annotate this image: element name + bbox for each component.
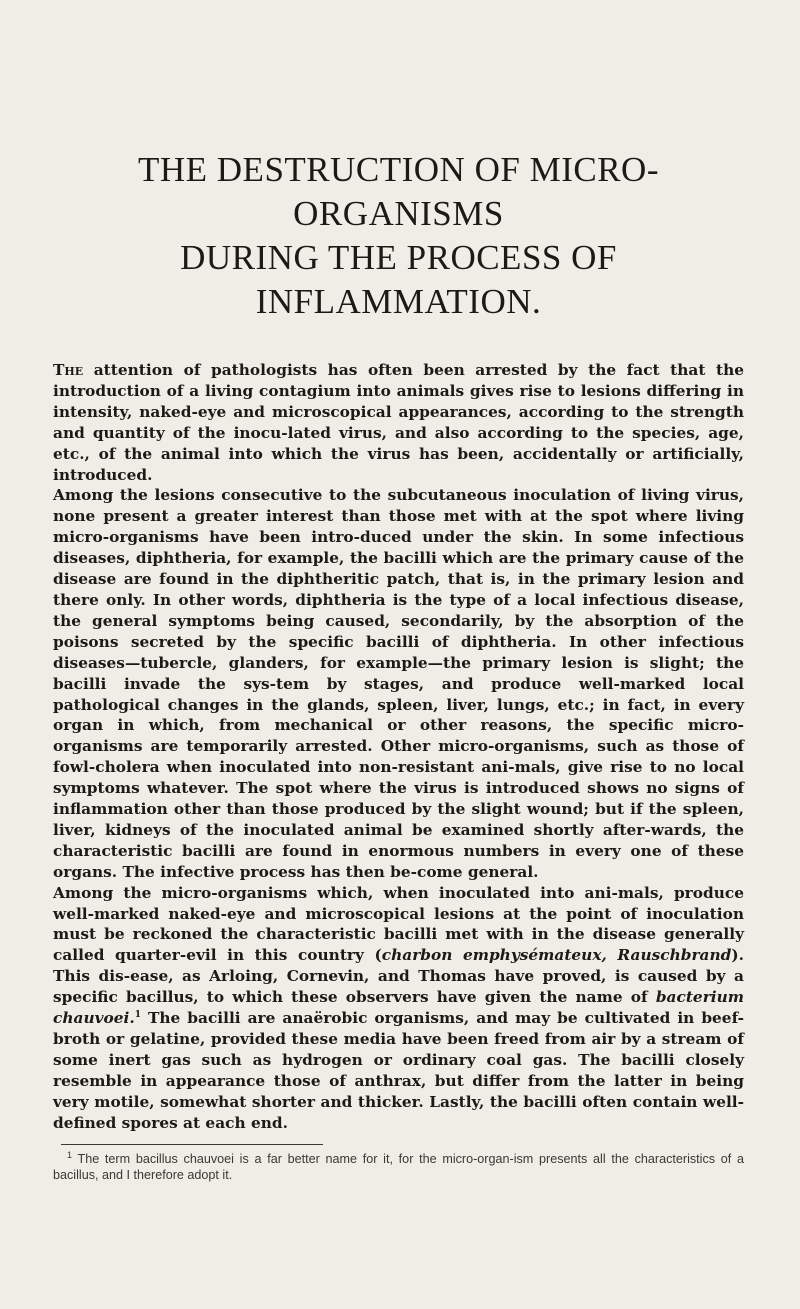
title-line-2: DURING THE PROCESS OF <box>180 238 617 277</box>
italic-bacterium-name: bacterium chauvoei. <box>53 988 744 1028</box>
paragraph-1-lead: The <box>53 361 84 379</box>
footnote-mark: 1 <box>67 1149 73 1160</box>
paragraph-3-part-b: ). This dis-ease, as Arloing, Cornevin, and Thomas have proved, is caused by a specific bacillus, to which these observers have given the name of <box>53 946 744 1007</box>
footnote <box>53 1151 744 1184</box>
footnote-reference: 1 <box>134 1009 141 1020</box>
title-line-1: THE DESTRUCTION OF MICRO-ORGANISMS <box>138 150 659 233</box>
title-line-3: INFLAMMATION. <box>255 282 542 321</box>
italic-species-names: charbon emphysémateux, Rauschbrand <box>381 946 732 965</box>
paragraph-1-text: attention of pathologists has often been arrested by the fact that the introduction of a living contagium into animals gives rise to lesions differing in intensity, naked-eye and microscopical appearances, according to the strength and quantity of the inocu-lated virus, and also according to the species, age, etc., of the animal into which the virus has been, accidentally or artificially, introduced. <box>53 361 744 484</box>
body-text <box>53 360 744 1134</box>
paragraph-2: Among the lesions consecutive to the subcutaneous inoculation of living virus, none present a greater interest than those met with at the spot where living micro-organisms have been intro-duced under the skin. In some infectious diseases, diphtheria, for example, the bacilli which are the primary cause of the disease are found in the diphtheritic patch, that is, in the primary lesion and there only. In other words, diphtheria is the type of a local infectious disease, the general symptoms being caused, secondarily, by the absorption of the poisons secreted by the specific bacilli of diphtheria. In other infectious diseases—tubercle, glanders, for example—the primary lesion is slight; the bacilli invade the sys-tem by stages, and produce well-marked local pathological changes in the glands, spleen, liver, lungs, etc.; in fact, in every organ in which, from mechanical or other reasons, the specific micro-organisms are temporarily arrested. Other micro-organisms, such as those of fowl-cholera when inoculated into non-resistant ani-mals, give rise to no local symptoms whatever. The spot where the virus is introduced shows no signs of inflammation other than those produced by the slight wound; but if the spleen, liver, kidneys of the inoculated animal be examined shortly after-wards, the characteristic bacilli are found in enormous numbers in every one of these organs. The infective process has then be-come general. <box>53 486 744 881</box>
paragraph-3-part-c: The bacilli are anaërobic organisms, and may be cultivated in beef-broth or gelatine, provided these media have been freed from air by a stream of some inert gas such as hydrogen or ordinary coal gas. The bacilli closely resemble in appearance those of anthrax, but differ from the latter in being very motile, somewhat shorter and thicker. Lastly, the bacilli often contain well-defined spores at each end. <box>53 1009 744 1132</box>
footnote-divider <box>61 1144 323 1145</box>
paragraph-1 <box>53 360 744 485</box>
chapter-title <box>53 148 744 324</box>
footnote-text: The term bacillus chauvoei is a far better name for it, for the micro-organ-ism presents all the characteristics of a bacillus, and I therefore adopt it. <box>53 1151 744 1183</box>
paragraph-3-part-a: Among the micro-organisms which, when inoculated into ani-mals, produce well-marked naked-eye and microscopical lesions at the point of inoculation must be reckoned the characteristic bacilli met with in the disease generally called quarter-evil in this country ( <box>53 883 744 965</box>
paragraph-3 <box>53 883 744 1134</box>
